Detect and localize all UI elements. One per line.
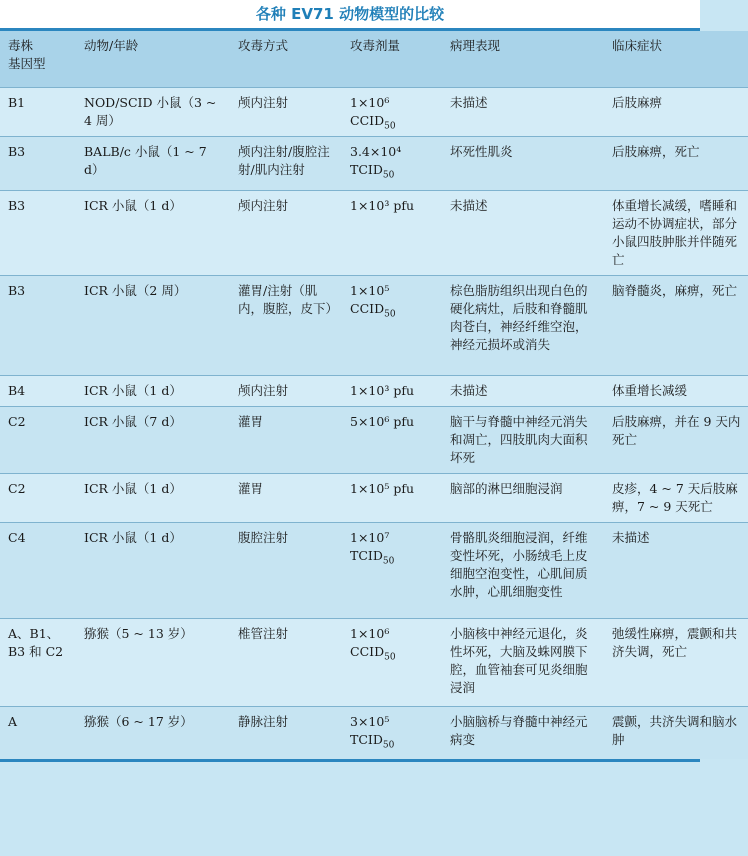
cell-route: 灌胃: [230, 474, 342, 523]
header-row: [0, 31, 748, 88]
dose-value: 1×10⁷: [350, 530, 390, 545]
table-row: [0, 191, 748, 276]
bottom-rule: [0, 759, 700, 762]
dose-value: 1×10⁶: [350, 95, 390, 110]
cell-pathology: 未描述: [442, 191, 604, 276]
header-symptoms: 临床症状: [604, 31, 748, 88]
dose-unit-subscript: 50: [384, 309, 396, 320]
cell-route: 颅内注射: [230, 191, 342, 276]
cell-pathology: 未描述: [442, 88, 604, 137]
cell-symptoms: 皮疹，4 ~ 7 天后肢麻痹，7 ~ 9 天死亡: [604, 474, 748, 523]
cell-animal: 猕猴（5 ~ 13 岁）: [76, 619, 230, 707]
dose-unit: [350, 643, 436, 661]
header-dose: 攻毒剂量: [342, 31, 442, 88]
cell-dose: [342, 191, 442, 276]
cell-pathology: 棕色脂肪组织出现白色的硬化病灶，后肢和脊髓肌肉苍白，神经纤维空泡，神经元损坏或消失: [442, 276, 604, 376]
header-strain: [0, 31, 76, 88]
dose-unit-subscript: 50: [382, 740, 395, 751]
cell-symptoms: 未描述: [604, 523, 748, 619]
dose-value: 1×10⁵ pfu: [350, 481, 414, 496]
cell-symptoms: 体重增长减缓，嗜睡和运动不协调症状，部分小鼠四肢肿胀并伴随死亡: [604, 191, 748, 276]
dose-unit-subscript: 50: [384, 121, 396, 132]
dose-unit: [350, 547, 436, 565]
dose-unit-base: TCID: [350, 732, 383, 747]
cell-route: 灌胃/注射（肌内，腹腔，皮下）: [230, 276, 342, 376]
cell-animal: ICR 小鼠（1 d）: [76, 474, 230, 523]
cell-dose: [342, 407, 442, 474]
cell-animal: ICR 小鼠（1 d）: [76, 191, 230, 276]
cell-pathology: 脑干与脊髓中神经元消失和凋亡，四肢肌肉大面积坏死: [442, 407, 604, 474]
cell-pathology: 小脑脑桥与脊髓中神经元病变: [442, 707, 604, 759]
table-row: [0, 276, 748, 376]
cell-route: 颅内注射: [230, 376, 342, 407]
cell-dose: [342, 137, 442, 191]
dose-value: 1×10⁵: [350, 283, 390, 298]
cell-strain: C2: [0, 474, 76, 523]
cell-route: 椎管注射: [230, 619, 342, 707]
dose-value: 5×10⁶ pfu: [350, 414, 414, 429]
dose-unit: [350, 300, 436, 318]
table-row: [0, 407, 748, 474]
dose-value: 1×10³ pfu: [350, 383, 414, 398]
cell-route: 腹腔注射: [230, 523, 342, 619]
cell-pathology: 小脑核中神经元退化，炎性坏死，大脑及蛛网膜下腔，血管袖套可见炎细胞浸润: [442, 619, 604, 707]
table-row: [0, 474, 748, 523]
cell-strain: B3: [0, 191, 76, 276]
dose-value: 3.4×10⁴: [350, 144, 402, 159]
cell-route: 颅内注射/腹腔注射/肌内注射: [230, 137, 342, 191]
dose-unit: [350, 731, 436, 749]
cell-dose: [342, 276, 442, 376]
dose-value: 1×10³ pfu: [350, 198, 414, 213]
dose-unit-subscript: 50: [382, 556, 395, 567]
header-pathology: 病理表现: [442, 31, 604, 88]
comparison-table: [0, 31, 748, 759]
dose-unit-base: CCID: [350, 113, 385, 128]
cell-strain: A、B1、B3 和 C2: [0, 619, 76, 707]
cell-route: 静脉注射: [230, 707, 342, 759]
table-row: [0, 523, 748, 619]
cell-pathology: 坏死性肌炎: [442, 137, 604, 191]
cell-symptoms: 后肢麻痹，死亡: [604, 137, 748, 191]
header-strain-text: 毒株 基因型: [8, 38, 46, 71]
dose-unit-base: TCID: [350, 548, 383, 563]
cell-dose: [342, 88, 442, 137]
cell-symptoms: 弛缓性麻痹，震颤和共济失调，死亡: [604, 619, 748, 707]
cell-route: 灌胃: [230, 407, 342, 474]
cell-strain: B3: [0, 276, 76, 376]
dose-unit-subscript: 50: [384, 652, 396, 663]
cell-strain: B3: [0, 137, 76, 191]
dose-unit: [350, 112, 436, 130]
table-row: [0, 619, 748, 707]
table-row: [0, 137, 748, 191]
dose-unit-base: CCID: [350, 644, 385, 659]
cell-dose: [342, 523, 442, 619]
cell-animal: ICR 小鼠（2 周）: [76, 276, 230, 376]
cell-animal: ICR 小鼠（1 d）: [76, 523, 230, 619]
cell-pathology: 骨骼肌炎细胞浸润，纤维变性坏死，小肠绒毛上皮细胞空泡变性，心肌间质水肿，心肌细胞变性: [442, 523, 604, 619]
cell-animal: ICR 小鼠（1 d）: [76, 376, 230, 407]
cell-animal: BALB/c 小鼠（1 ~ 7 d）: [76, 137, 230, 191]
dose-value: 3×10⁵: [350, 714, 390, 729]
cell-strain: A: [0, 707, 76, 759]
cell-symptoms: 后肢麻痹: [604, 88, 748, 137]
header-route: 攻毒方式: [230, 31, 342, 88]
table-row: [0, 376, 748, 407]
dose-unit: [350, 161, 436, 179]
table-row: [0, 707, 748, 759]
dose-unit-base: CCID: [350, 301, 385, 316]
cell-dose: [342, 619, 442, 707]
cell-strain: B4: [0, 376, 76, 407]
cell-route: 颅内注射: [230, 88, 342, 137]
dose-value: 1×10⁶: [350, 626, 390, 641]
cell-symptoms: 体重增长减缓: [604, 376, 748, 407]
cell-symptoms: 震颤，共济失调和脑水肿: [604, 707, 748, 759]
cell-pathology: 未描述: [442, 376, 604, 407]
header-animal: 动物/年龄: [76, 31, 230, 88]
cell-animal: NOD/SCID 小鼠（3 ~ 4 周）: [76, 88, 230, 137]
cell-symptoms: 脑脊髓炎，麻痹，死亡: [604, 276, 748, 376]
table-row: [0, 88, 748, 137]
cell-strain: C2: [0, 407, 76, 474]
table-title: 各种 EV71 动物模型的比较: [0, 0, 700, 28]
dose-unit-base: TCID: [350, 162, 383, 177]
cell-strain: B1: [0, 88, 76, 137]
cell-symptoms: 后肢麻痹，并在 9 天内死亡: [604, 407, 748, 474]
cell-dose: [342, 707, 442, 759]
cell-dose: [342, 376, 442, 407]
table-body: [0, 88, 748, 759]
cell-dose: [342, 474, 442, 523]
dose-unit-subscript: 50: [382, 170, 395, 181]
cell-animal: 猕猴（6 ~ 17 岁）: [76, 707, 230, 759]
cell-pathology: 脑部的淋巴细胞浸润: [442, 474, 604, 523]
cell-strain: C4: [0, 523, 76, 619]
cell-animal: ICR 小鼠（7 d）: [76, 407, 230, 474]
